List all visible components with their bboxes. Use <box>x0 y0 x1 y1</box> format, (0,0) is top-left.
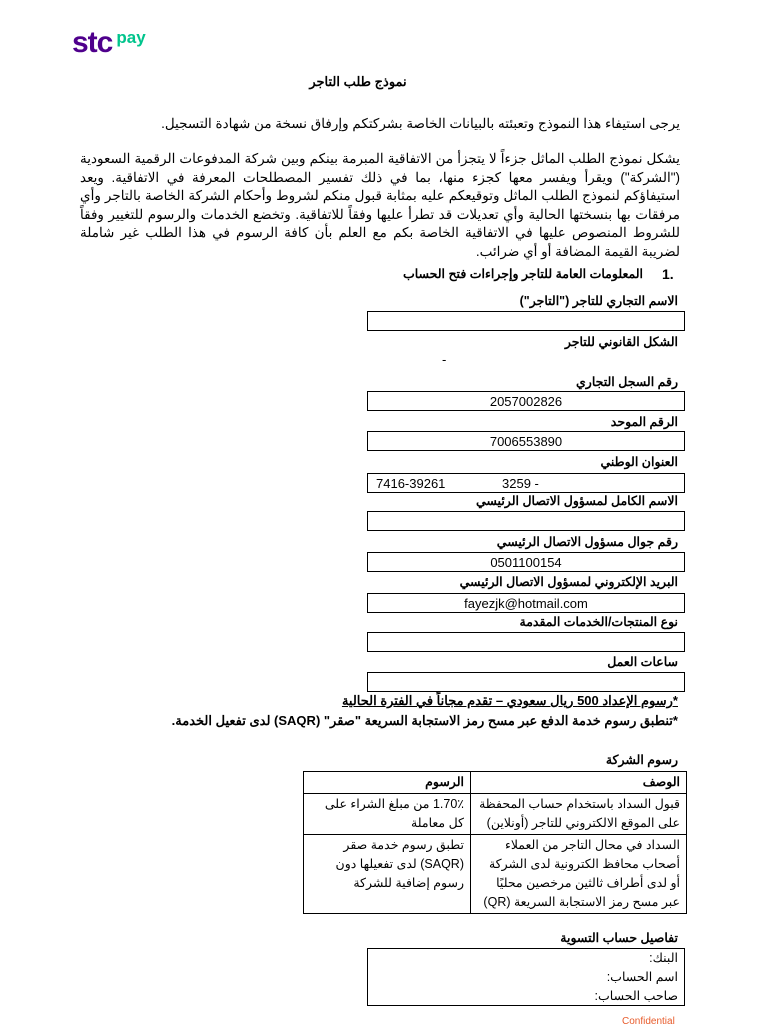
form-paragraph: يشكل نموذج الطلب الماثل جزءاً لا يتجزأ من الاتفاقية المبرمة بينكم وبين شركة المدفوعات الرقمية السعودية ("الشركة") ويقرأ ويفسر معها كجزء منها، بما في ذلك تفسير المصطلحات المعرفة في الاتفاقية. ويعد استيفاؤكم لنموذج الطلب الماثل وتوقيعكم عليه بمثابة قبول منكم لشروط وأحكام الشركة الخاصة بالتاجر وأي مرفقات بها بنسختها الحالية وأي تعديلات قد تطرأ عليها وفقاً للاتفاقية. وتخضع الخدمات والرسوم للتغيير وفقاً للشروط المنصوص عليها في الاتفاقية الخاصة بكم مع العلم بأن كافة الرسوم في هذا الطلب غير شاملة لضريبة القيمة المضافة أو أي ضرائب. <box>80 151 680 259</box>
stc-pay-logo <box>72 26 146 60</box>
field-label-contact-email: البريد الإلكتروني لمسؤول الاتصال الرئيسي <box>459 575 678 589</box>
cr-number-field[interactable]: 2057002826 <box>367 391 685 411</box>
trade-name-field[interactable] <box>367 311 685 331</box>
field-label-unified-number: الرقم الموحد <box>610 415 678 429</box>
settlement-title: تفاصيل حساب التسوية <box>560 931 678 945</box>
settlement-account-name-label: اسم الحساب: <box>606 970 678 984</box>
national-address-part-1: 7416-39261 <box>376 476 446 491</box>
form-title: نموذج طلب التاجر <box>309 74 407 89</box>
field-label-cr-number: رقم السجل التجاري <box>576 375 678 389</box>
fees-table <box>303 771 687 914</box>
description-cell: قبول السداد باستخدام حساب المحفظة على الموقع الالكتروني للتاجر (أونلاين) <box>471 794 687 835</box>
contact-email-field[interactable]: fayezjk@hotmail.com <box>367 593 685 613</box>
contact-name-field[interactable] <box>367 511 685 531</box>
table-row <box>304 794 687 835</box>
table-row <box>304 835 687 914</box>
section-title: المعلومات العامة للتاجر وإجراءات فتح الحساب <box>402 267 643 281</box>
setup-fee-note: *رسوم الإعداد 500 ريال سعودي – تقدم مجاناً في الفترة الحالية <box>341 693 678 708</box>
national-address-part-2: 3259 - <box>502 476 539 491</box>
field-label-trade-name: الاسم التجاري للتاجر ("التاجر") <box>519 294 678 308</box>
legal-form-value[interactable]: - <box>442 352 447 367</box>
saqr-fee-note: *تنطبق رسوم خدمة الدفع عبر مسح رمز الاستجابة السريعة "صقر" (SAQR) لدى تفعيل الخدمة. <box>171 713 678 728</box>
header-description: الوصف <box>471 772 687 794</box>
field-label-working-hours: ساعات العمل <box>607 655 678 669</box>
description-cell: السداد في محال التاجر من العملاء أصحاب محافظ الكترونية لدى الشركة أو لدى أطراف ثالثين مرخصين محليًا عبر مسح رمز الاستجابة السريعة (QR) <box>471 835 687 914</box>
fee-cell: تطبق رسوم خدمة صقر (SAQR) لدى تفعيلها دون رسوم إضافية للشركة <box>304 835 471 914</box>
settlement-account-holder-label: صاحب الحساب: <box>594 989 678 1003</box>
fees-table-header <box>304 772 687 794</box>
logo-suffix: pay <box>116 28 146 47</box>
field-label-products: نوع المنتجات/الخدمات المقدمة <box>519 615 678 629</box>
form-intro: يرجى استيفاء هذا النموذج وتعبئته بالبيانات الخاصة بشركتكم وإرفاق نسخة من شهادة التسجيل. <box>161 116 680 131</box>
working-hours-field[interactable] <box>367 672 685 692</box>
fee-cell: 1.70٪ من مبلغ الشراء على كل معاملة <box>304 794 471 835</box>
field-label-legal-form: الشكل القانوني للتاجر <box>564 335 678 349</box>
unified-number-field[interactable]: 7006553890 <box>367 431 685 451</box>
field-label-contact-name: الاسم الكامل لمسؤول الاتصال الرئيسي <box>475 494 678 508</box>
field-label-national-address: العنوان الوطني <box>600 455 678 469</box>
products-field[interactable] <box>367 632 685 652</box>
section-number: 1. <box>662 266 674 282</box>
fees-title: رسوم الشركة <box>605 753 678 767</box>
logo-brand: stc <box>72 26 113 59</box>
header-fees: الرسوم <box>304 772 471 794</box>
confidential-label: Confidential <box>622 1016 675 1027</box>
field-label-contact-mobile: رقم جوال مسؤول الاتصال الرئيسي <box>496 535 678 549</box>
settlement-bank-label: البنك: <box>649 951 678 965</box>
national-address-field[interactable] <box>367 473 685 493</box>
contact-mobile-field[interactable]: 0501100154 <box>367 552 685 572</box>
